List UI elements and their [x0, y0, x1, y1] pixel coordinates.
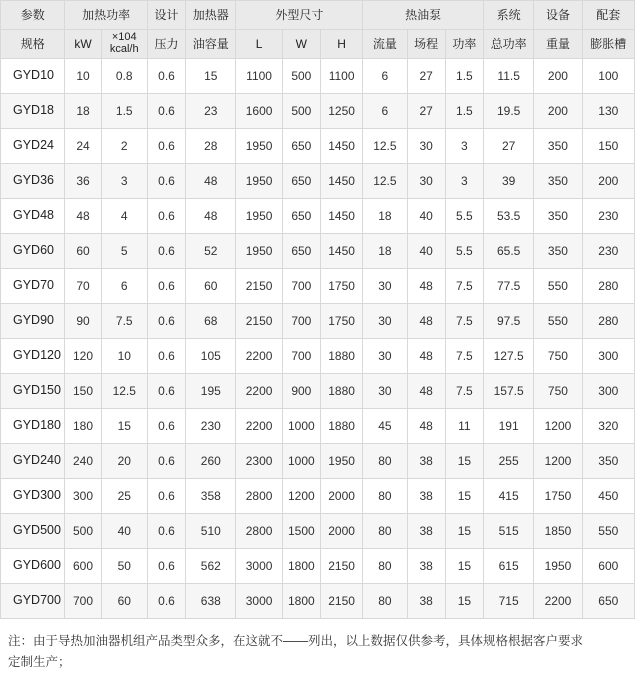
table-cell: 320 [582, 409, 634, 444]
table-cell-model: GYD600 [1, 549, 65, 584]
table-cell: 1200 [534, 409, 582, 444]
header-flow: 流量 [363, 30, 407, 59]
table-cell: 1200 [282, 479, 320, 514]
table-cell: 650 [582, 584, 634, 619]
table-cell: 750 [534, 339, 582, 374]
table-cell: 80 [363, 479, 407, 514]
header-system-total-power-top: 系统 [484, 1, 534, 30]
table-row [1, 199, 635, 234]
table-cell: 350 [582, 444, 634, 479]
table-cell: 2150 [236, 304, 282, 339]
table-row [1, 514, 635, 549]
table-cell: 70 [65, 269, 101, 304]
table-cell: 23 [186, 94, 236, 129]
table-cell: 1100 [236, 59, 282, 94]
table-cell: 230 [582, 234, 634, 269]
table-row [1, 409, 635, 444]
table-cell-model: GYD90 [1, 304, 65, 339]
table-cell: 120 [65, 339, 101, 374]
table-cell: 27 [484, 129, 534, 164]
table-cell: 15 [186, 59, 236, 94]
table-cell: 30 [363, 374, 407, 409]
table-cell: 15 [445, 479, 483, 514]
table-cell: 48 [65, 199, 101, 234]
table-cell: 48 [186, 164, 236, 199]
table-cell: 38 [407, 479, 445, 514]
table-cell: 700 [282, 339, 320, 374]
table-cell: 40 [407, 234, 445, 269]
table-cell: 500 [282, 59, 320, 94]
header-equipment-weight-bottom: 重量 [534, 30, 582, 59]
table-cell: 1750 [534, 479, 582, 514]
table-cell: 38 [407, 444, 445, 479]
table-cell: 0.6 [147, 129, 185, 164]
table-cell: 3000 [236, 549, 282, 584]
table-cell: 60 [186, 269, 236, 304]
table-cell: 60 [65, 234, 101, 269]
table-cell: 105 [186, 339, 236, 374]
table-cell: 0.6 [147, 514, 185, 549]
header-width: W [282, 30, 320, 59]
table-cell: 0.6 [147, 199, 185, 234]
table-cell-model: GYD24 [1, 129, 65, 164]
table-cell: 260 [186, 444, 236, 479]
table-cell: 1950 [236, 234, 282, 269]
table-cell: 638 [186, 584, 236, 619]
table-cell: 6 [363, 94, 407, 129]
table-cell: 27 [407, 59, 445, 94]
table-cell: 48 [186, 199, 236, 234]
table-cell: 200 [582, 164, 634, 199]
table-cell: 100 [582, 59, 634, 94]
table-cell-model: GYD120 [1, 339, 65, 374]
table-cell: 15 [445, 549, 483, 584]
table-cell: 60 [101, 584, 147, 619]
table-cell: 30 [363, 339, 407, 374]
table-cell: 0.6 [147, 339, 185, 374]
table-cell: 150 [65, 374, 101, 409]
table-cell: 27 [407, 94, 445, 129]
table-cell: 68 [186, 304, 236, 339]
table-cell: 40 [407, 199, 445, 234]
table-cell: 1880 [320, 409, 362, 444]
table-cell: 1.5 [445, 94, 483, 129]
header-kcal: ×104 kcal/h [101, 30, 147, 59]
table-cell: 255 [484, 444, 534, 479]
table-cell: 600 [65, 549, 101, 584]
table-cell: 80 [363, 584, 407, 619]
table-cell: 350 [534, 234, 582, 269]
table-cell: 700 [65, 584, 101, 619]
table-cell: 2200 [236, 409, 282, 444]
table-cell: 80 [363, 514, 407, 549]
table-cell: 3 [445, 129, 483, 164]
header-lift: 场程 [407, 30, 445, 59]
table-cell: 5.5 [445, 199, 483, 234]
table-cell: 25 [101, 479, 147, 514]
table-cell: 240 [65, 444, 101, 479]
table-cell: 350 [534, 129, 582, 164]
table-cell: 2000 [320, 514, 362, 549]
table-cell: 5 [101, 234, 147, 269]
table-cell: 2 [101, 129, 147, 164]
table-cell: 200 [534, 94, 582, 129]
header-heater-oil-volume-top: 加热器 [186, 1, 236, 30]
table-cell: 80 [363, 549, 407, 584]
table-cell: 1950 [534, 549, 582, 584]
header-heating-power: 加热功率 [65, 1, 148, 30]
table-cell: 515 [484, 514, 534, 549]
table-row [1, 549, 635, 584]
table-cell: 200 [534, 59, 582, 94]
table-cell: 1750 [320, 269, 362, 304]
table-cell: 230 [186, 409, 236, 444]
table-cell: 80 [363, 444, 407, 479]
table-cell: 3 [101, 164, 147, 199]
table-cell: 20 [101, 444, 147, 479]
table-row [1, 164, 635, 199]
table-cell: 300 [65, 479, 101, 514]
table-cell: 715 [484, 584, 534, 619]
header-design-pressure-bottom: 压力 [147, 30, 185, 59]
table-row [1, 94, 635, 129]
table-row [1, 269, 635, 304]
table-cell: 1750 [320, 304, 362, 339]
table-cell: 280 [582, 269, 634, 304]
table-cell: 0.6 [147, 409, 185, 444]
table-cell: 65.5 [484, 234, 534, 269]
table-cell: 3000 [236, 584, 282, 619]
table-cell: 1450 [320, 129, 362, 164]
table-cell: 1100 [320, 59, 362, 94]
table-cell-model: GYD500 [1, 514, 65, 549]
table-cell: 2150 [320, 549, 362, 584]
table-cell: 7.5 [445, 304, 483, 339]
table-cell: 0.6 [147, 584, 185, 619]
header-system-total-power-bottom: 总功率 [484, 30, 534, 59]
table-cell-model: GYD240 [1, 444, 65, 479]
table-cell: 1880 [320, 374, 362, 409]
table-cell: 358 [186, 479, 236, 514]
table-cell: 12.5 [363, 164, 407, 199]
table-cell-model: GYD60 [1, 234, 65, 269]
table-cell: 615 [484, 549, 534, 584]
table-cell: 0.6 [147, 269, 185, 304]
header-height: H [320, 30, 362, 59]
table-cell: 30 [407, 129, 445, 164]
table-cell: 550 [534, 304, 582, 339]
table-cell-model: GYD18 [1, 94, 65, 129]
table-cell: 1250 [320, 94, 362, 129]
table-cell: 11.5 [484, 59, 534, 94]
table-cell: 280 [582, 304, 634, 339]
table-cell: 12.5 [363, 129, 407, 164]
table-row [1, 584, 635, 619]
table-cell-model: GYD180 [1, 409, 65, 444]
table-cell: 750 [534, 374, 582, 409]
table-cell: 1850 [534, 514, 582, 549]
table-cell: 1.5 [101, 94, 147, 129]
table-cell: 12.5 [101, 374, 147, 409]
table-cell: 90 [65, 304, 101, 339]
table-cell: 1500 [282, 514, 320, 549]
table-cell: 38 [407, 584, 445, 619]
table-cell: 0.6 [147, 94, 185, 129]
table-cell: 18 [363, 199, 407, 234]
table-cell: 1950 [320, 444, 362, 479]
table-cell: 195 [186, 374, 236, 409]
table-cell: 0.6 [147, 59, 185, 94]
table-row [1, 59, 635, 94]
table-cell: 127.5 [484, 339, 534, 374]
table-cell: 1000 [282, 444, 320, 479]
table-cell: 30 [407, 164, 445, 199]
table-cell: 48 [407, 409, 445, 444]
table-row [1, 129, 635, 164]
footnote [0, 619, 635, 674]
table-cell: 24 [65, 129, 101, 164]
table-row [1, 444, 635, 479]
table-cell: 11 [445, 409, 483, 444]
table-cell: 415 [484, 479, 534, 514]
table-cell: 7.5 [445, 374, 483, 409]
table-row [1, 234, 635, 269]
table-cell: 2800 [236, 479, 282, 514]
table-header [1, 1, 635, 59]
table-cell: 7.5 [445, 339, 483, 374]
table-cell: 2200 [534, 584, 582, 619]
table-cell: 52 [186, 234, 236, 269]
header-corner-bottom: 规格 [1, 30, 65, 59]
table-cell: 38 [407, 514, 445, 549]
table-cell: 48 [407, 374, 445, 409]
table-cell: 191 [484, 409, 534, 444]
table-cell: 2200 [236, 339, 282, 374]
header-dimensions: 外型尺寸 [236, 1, 363, 30]
table-cell: 450 [582, 479, 634, 514]
table-cell: 4 [101, 199, 147, 234]
table-cell: 562 [186, 549, 236, 584]
table-cell: 500 [282, 94, 320, 129]
footnote-line-1: 注：由于导热加油器机组产品类型众多，在这就不——列出，以上数据仅供参考，具体规格根据客户要求 [8, 634, 584, 648]
table-cell: 550 [534, 269, 582, 304]
header-expansion-tank-top: 配套 [582, 1, 634, 30]
table-cell-model: GYD48 [1, 199, 65, 234]
header-length: L [236, 30, 282, 59]
table-row [1, 479, 635, 514]
table-cell: 2300 [236, 444, 282, 479]
table-cell: 1450 [320, 234, 362, 269]
table-cell: 157.5 [484, 374, 534, 409]
table-cell-model: GYD70 [1, 269, 65, 304]
table-body [1, 59, 635, 619]
table-cell: 7.5 [101, 304, 147, 339]
table-cell: 50 [101, 549, 147, 584]
table-cell: 45 [363, 409, 407, 444]
table-cell: 2800 [236, 514, 282, 549]
table-cell: 48 [407, 269, 445, 304]
table-cell: 10 [65, 59, 101, 94]
table-cell: 900 [282, 374, 320, 409]
table-cell: 1800 [282, 549, 320, 584]
table-cell: 48 [407, 304, 445, 339]
table-cell: 2150 [320, 584, 362, 619]
table-cell: 6 [101, 269, 147, 304]
table-cell: 300 [582, 374, 634, 409]
table-cell: 700 [282, 304, 320, 339]
table-cell: 1880 [320, 339, 362, 374]
table-cell: 180 [65, 409, 101, 444]
table-cell-model: GYD150 [1, 374, 65, 409]
table-cell: 600 [582, 549, 634, 584]
table-cell: 1800 [282, 584, 320, 619]
table-cell: 350 [534, 164, 582, 199]
table-cell: 2150 [236, 269, 282, 304]
table-cell: 10 [101, 339, 147, 374]
table-cell: 40 [101, 514, 147, 549]
table-cell: 53.5 [484, 199, 534, 234]
table-cell: 1600 [236, 94, 282, 129]
header-equipment-weight-top: 设备 [534, 1, 582, 30]
table-cell: 30 [363, 269, 407, 304]
table-row [1, 339, 635, 374]
table-cell: 97.5 [484, 304, 534, 339]
table-cell: 30 [363, 304, 407, 339]
table-cell: 0.6 [147, 549, 185, 584]
table-cell: 0.6 [147, 164, 185, 199]
table-cell: 0.6 [147, 234, 185, 269]
table-cell: 130 [582, 94, 634, 129]
table-cell: 0.6 [147, 479, 185, 514]
table-cell: 1950 [236, 164, 282, 199]
table-cell: 1950 [236, 199, 282, 234]
table-cell: 15 [445, 444, 483, 479]
table-cell: 0.6 [147, 444, 185, 479]
table-cell: 15 [445, 584, 483, 619]
table-cell-model: GYD300 [1, 479, 65, 514]
table-cell: 28 [186, 129, 236, 164]
table-cell: 150 [582, 129, 634, 164]
header-design-pressure-top: 设计 [147, 1, 185, 30]
table-cell: 3 [445, 164, 483, 199]
table-cell: 650 [282, 234, 320, 269]
table-cell: 6 [363, 59, 407, 94]
table-cell: 0.6 [147, 304, 185, 339]
table-cell: 1950 [236, 129, 282, 164]
table-cell: 650 [282, 164, 320, 199]
table-cell: 1450 [320, 199, 362, 234]
table-cell: 510 [186, 514, 236, 549]
table-cell-model: GYD700 [1, 584, 65, 619]
table-cell-model: GYD10 [1, 59, 65, 94]
table-cell: 18 [363, 234, 407, 269]
table-cell: 1000 [282, 409, 320, 444]
footnote-line-2: 定制生产； [8, 655, 71, 670]
table-cell: 18 [65, 94, 101, 129]
table-cell: 650 [282, 129, 320, 164]
table-cell: 500 [65, 514, 101, 549]
header-expansion-tank-bottom: 膨胀槽 [582, 30, 634, 59]
table-cell: 19.5 [484, 94, 534, 129]
table-cell: 2000 [320, 479, 362, 514]
table-cell: 38 [407, 549, 445, 584]
table-cell: 1200 [534, 444, 582, 479]
table-cell: 300 [582, 339, 634, 374]
table-row [1, 374, 635, 409]
table-cell: 700 [282, 269, 320, 304]
table-cell: 77.5 [484, 269, 534, 304]
table-cell: 350 [534, 199, 582, 234]
table-cell: 1.5 [445, 59, 483, 94]
header-corner-top: 参数 [1, 1, 65, 30]
table-cell: 36 [65, 164, 101, 199]
table-row [1, 304, 635, 339]
table-cell: 15 [101, 409, 147, 444]
table-cell: 48 [407, 339, 445, 374]
table-cell: 39 [484, 164, 534, 199]
header-hot-oil-pump: 热油泵 [363, 1, 484, 30]
table-cell: 2200 [236, 374, 282, 409]
table-cell: 650 [282, 199, 320, 234]
table-cell-model: GYD36 [1, 164, 65, 199]
header-pump-power: 功率 [445, 30, 483, 59]
table-cell: 1450 [320, 164, 362, 199]
table-cell: 7.5 [445, 269, 483, 304]
table-cell: 550 [582, 514, 634, 549]
table-cell: 0.6 [147, 374, 185, 409]
header-kw: kW [65, 30, 101, 59]
header-heater-oil-volume-bottom: 油容量 [186, 30, 236, 59]
table-cell: 5.5 [445, 234, 483, 269]
table-cell: 0.8 [101, 59, 147, 94]
table-cell: 15 [445, 514, 483, 549]
table-cell: 230 [582, 199, 634, 234]
